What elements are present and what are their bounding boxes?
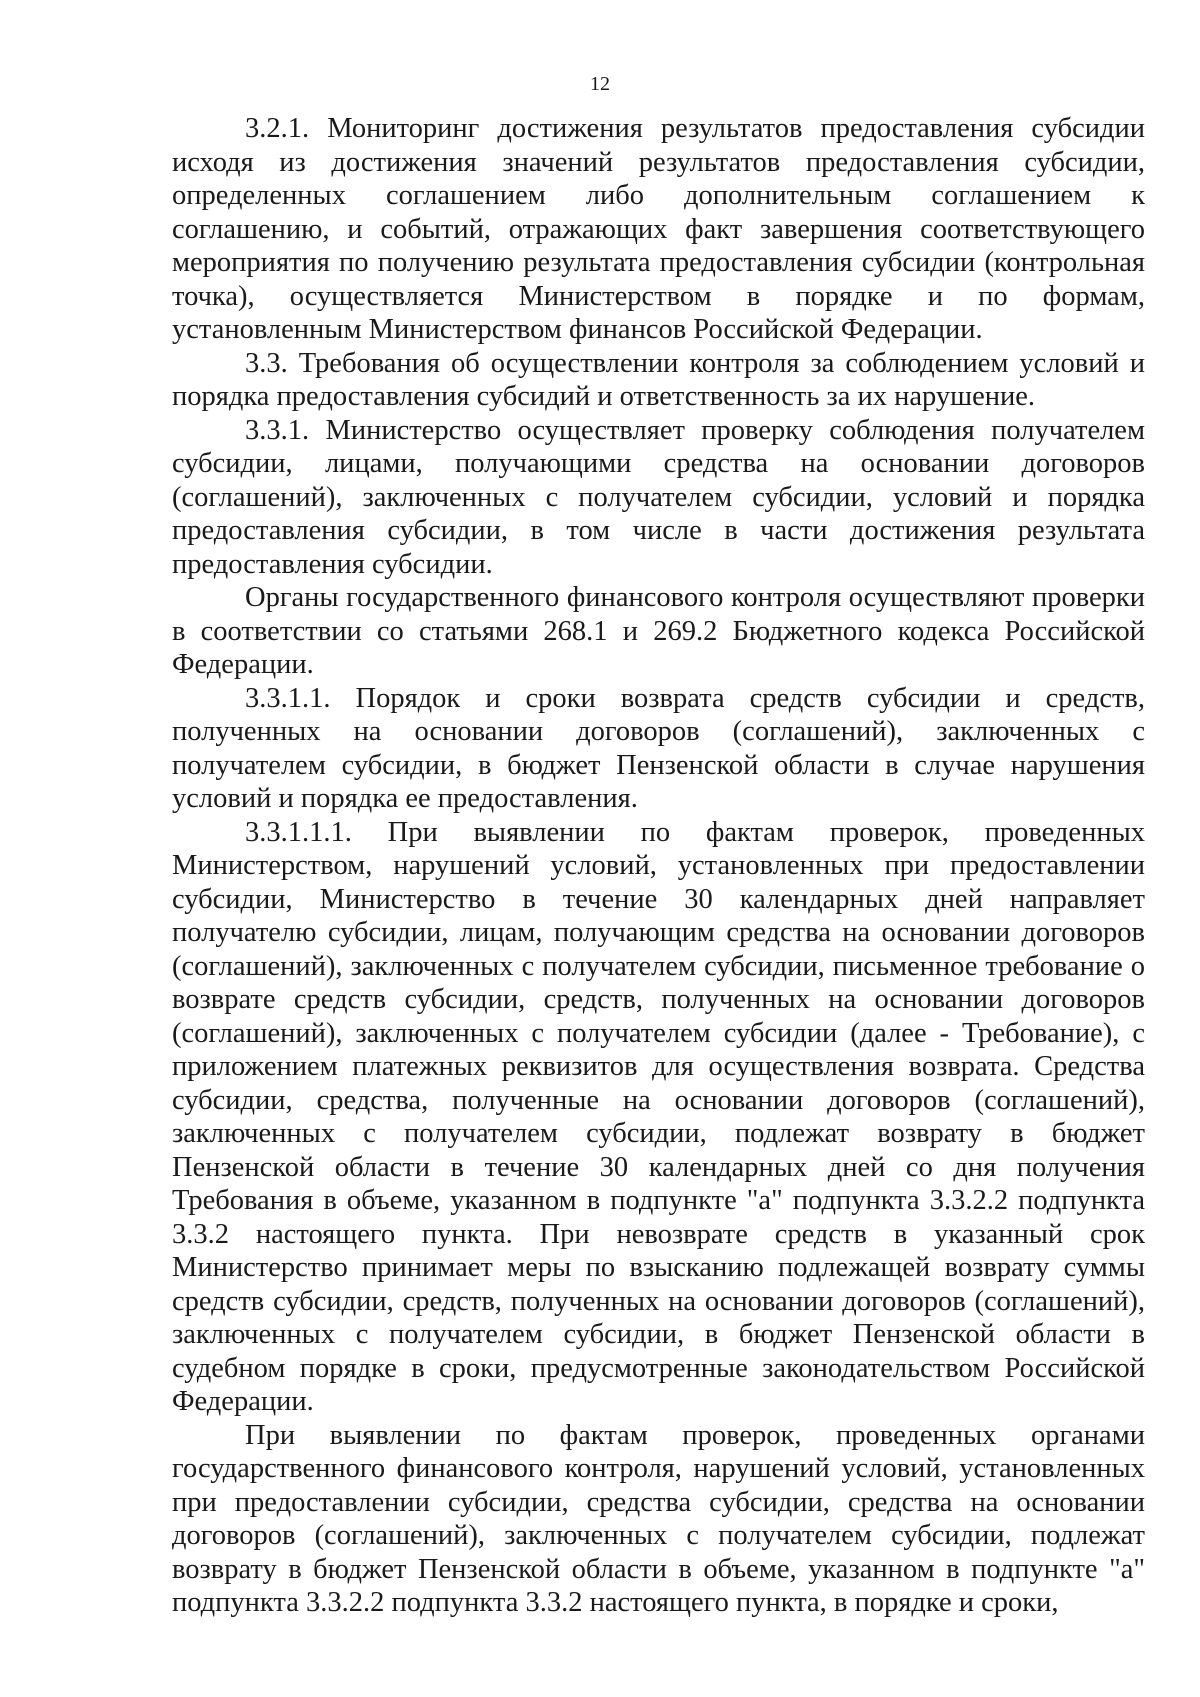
paragraph-3-3-1: 3.3.1. Министерство осуществляет проверку соблюдения получателем субсидии, лицами, получающими средства на основании договоров (соглашений), заключенных с получателем субсидии, условий и порядка предоставления субсидии, в том числе в части достижения результата предоставления субсидии. (172, 414, 1145, 580)
paragraph-financial-control-bodies: Органы государственного финансового контроля осуществляют проверки в соответствии со статьями 268.1 и 269.2 Бюджетного кодекса Российской Федерации. (172, 582, 1145, 680)
page-number: 12 (590, 73, 610, 95)
paragraph-3-3-1-1: 3.3.1.1. Порядок и сроки возврата средств субсидии и средств, полученных на основании договоров (соглашений), заключенных с получателем субсидии, в бюджет Пензенской области в случае нарушения условий и порядка ее предоставления. (172, 682, 1145, 814)
paragraph-financial-control-violations: При выявлении по фактам проверок, проведенных органами государственного финансового контроля, нарушений условий, установленных при предоставлении субсидии, средства субсидии, средства на основании договоров (соглашений), заключенных с получателем субсидии, подлежат возврату в бюджет Пензенской области в объеме, указанном в подпункте "а" подпункта 3.3.2.2 подпункта 3.3.2 настоящего пункта, в порядке и сроки, (172, 1419, 1145, 1618)
paragraph-3-3: 3.3. Требования об осуществлении контроля за соблюдением условий и порядка предоставления субсидий и ответственность за их нарушение. (172, 347, 1145, 412)
paragraph-3-2-1: 3.2.1. Мониторинг достижения результатов предоставления субсидии исходя из достижения значений результатов предоставления субсидии, определенных соглашением либо дополнительным соглашением к соглашению, и событий, отражающих факт завершения соответствующего мероприятия по получению результата предоставления субсидии (контрольная точка), осуществляется Министерством в порядке и по формам, установленным Министерством финансов Российской Федерации. (172, 113, 1145, 345)
document-body (172, 112, 1145, 1620)
paragraph-3-3-1-1-1: 3.3.1.1.1. При выявлении по фактам проверок, проведенных Министерством, нарушений условий, установленных при предоставлении субсидии, Министерство в течение 30 календарных дней направляет получателю субсидии, лицам, получающим средства на основании договоров (соглашений), заключенных с получателем субсидии, письменное требование о возврате средств субсидии, средств, полученных на основании договоров (соглашений), заключенных с получателем субсидии (далее - Требование), с приложением платежных реквизитов для осуществления возврата. Средства субсидии, средства, полученные на основании договоров (соглашений), заключенных с получателем субсидии, подлежат возврату в бюджет Пензенской области в течение 30 календарных дней со дня получения Требования в объеме, указанном в подпункте "а" подпункта 3.3.2.2 подпункта 3.3.2 настоящего пункта. При невозврате средств в указанный срок Министерство принимает меры по взысканию подлежащей возврату суммы средств субсидии, средств, полученных на основании договоров (соглашений), заключенных с получателем субсидии, в бюджет Пензенской области в судебном порядке в сроки, предусмотренные законодательством Российской Федерации. (172, 816, 1145, 1417)
